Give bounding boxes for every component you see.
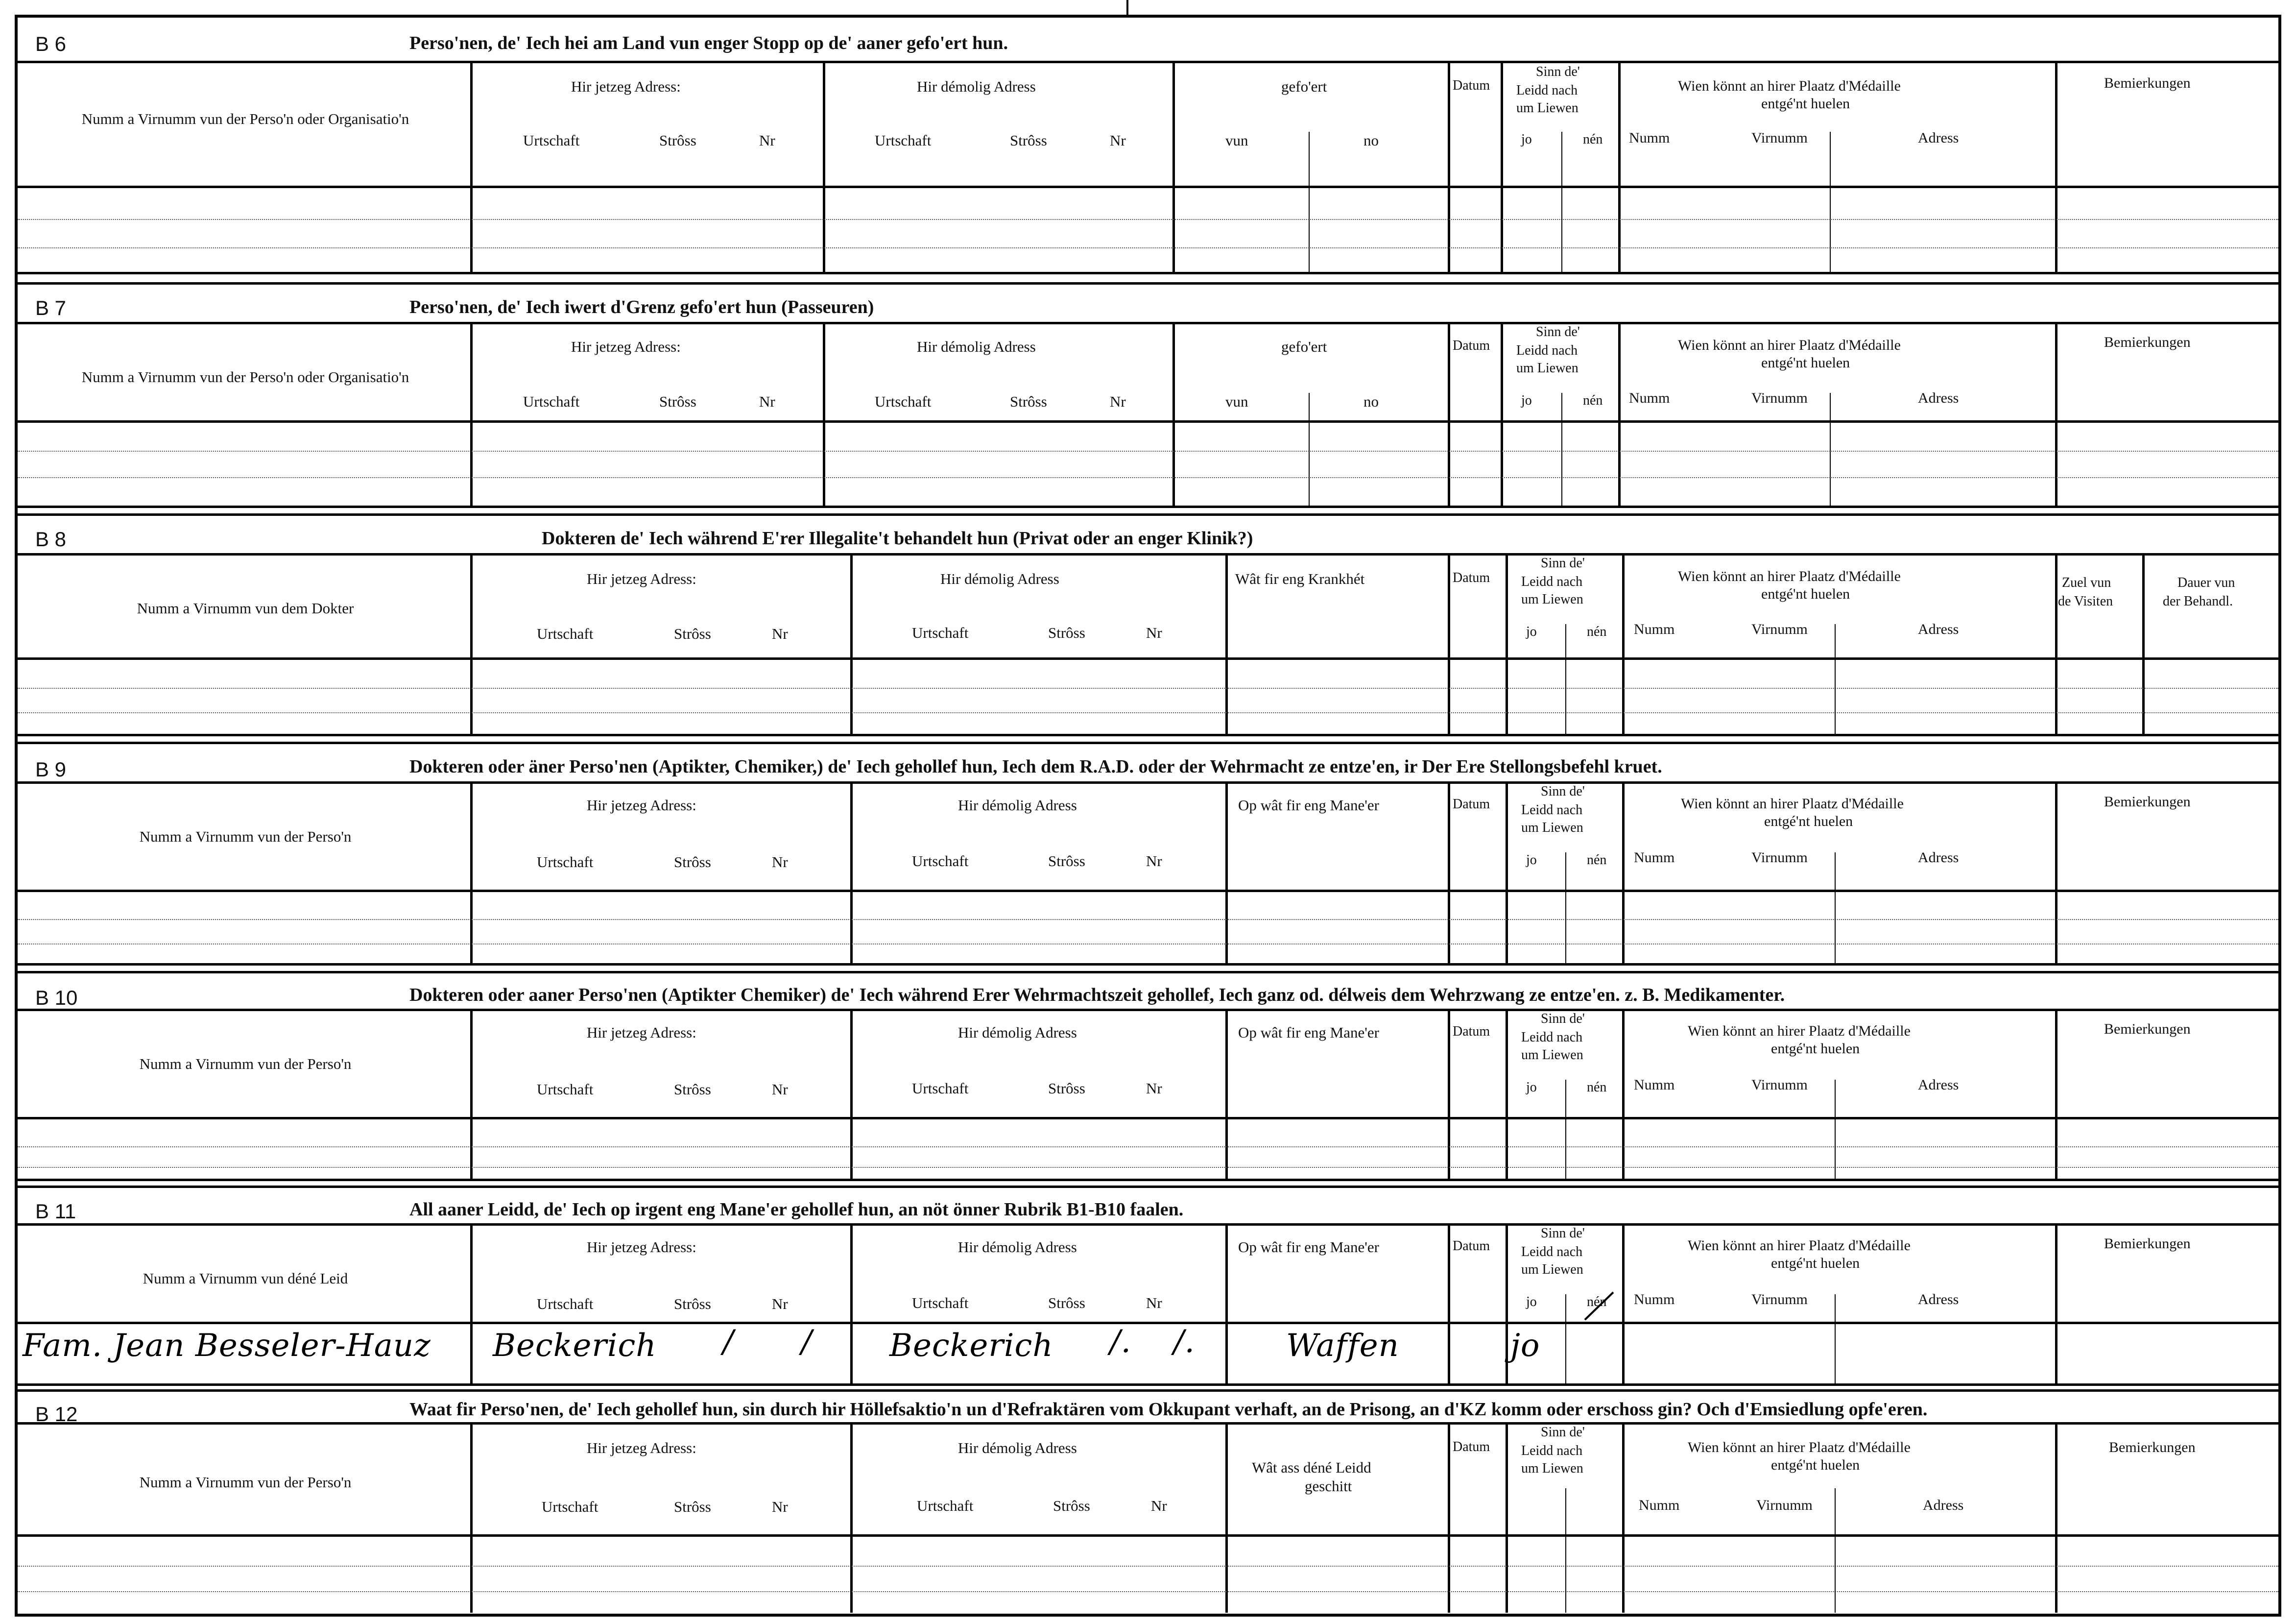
what-happened-header: geschitt — [1305, 1477, 1352, 1495]
section-code: B 9 — [35, 758, 67, 781]
name-column-header: Numm a Virnumm vun dem Dokter — [137, 600, 354, 617]
street-header: Strôss — [674, 1081, 711, 1098]
no-header: nén — [1583, 132, 1603, 147]
sinn-header: Leidd nach — [1521, 1030, 1583, 1045]
numm-header: Numm — [1629, 390, 1670, 406]
sinn-header: Sinn de' — [1541, 1425, 1585, 1440]
remarks-header: Bemierkungen — [2104, 334, 2191, 350]
date-header: Datum — [1453, 78, 1490, 93]
numm-header: Numm — [1634, 621, 1675, 637]
remarks-header: Bemierkungen — [2109, 1439, 2196, 1455]
header-row — [18, 1223, 2278, 1386]
street-header: Strôss — [1048, 1294, 1085, 1311]
to-header: no — [1363, 393, 1379, 410]
sinn-header: Sinn de' — [1541, 1226, 1585, 1241]
name-column-header: Numm a Virnumm vun der Perso'n oder Organisatio'n — [81, 368, 409, 386]
street-header: Strôss — [1048, 852, 1085, 870]
town-header: Urtschaft — [912, 852, 969, 870]
virnumm-header: Virnumm — [1751, 621, 1808, 637]
adress-header: Adress — [1918, 130, 1959, 146]
illness-header: Wât fir eng Krankhét — [1235, 570, 1365, 587]
current-address-header: Hir jetzeg Adress: — [571, 338, 681, 355]
yes-header: jo — [1526, 1294, 1537, 1309]
sinn-header: Sinn de' — [1536, 324, 1580, 339]
current-address-header: Hir jetzeg Adress: — [587, 1439, 696, 1456]
street-header: Strôss — [1010, 393, 1047, 410]
nr-header: Nr — [1146, 852, 1162, 870]
medal-header: Wien könnt an hirer Plaatz d'Médaille — [1688, 1439, 1911, 1455]
street-header: Strôss — [674, 1295, 711, 1312]
yes-header: jo — [1521, 393, 1532, 408]
former-address-header: Hir démolig Adress — [917, 78, 1036, 95]
medal-header: entgé'nt huelen — [1771, 1255, 1860, 1271]
virnumm-header: Virnumm — [1751, 849, 1808, 866]
entry-yes: jo — [1510, 1328, 1540, 1364]
numm-header: Numm — [1639, 1497, 1680, 1513]
nr-header: Nr — [1146, 1294, 1162, 1311]
header-row — [18, 1422, 2278, 1610]
nr-header: Nr — [772, 625, 788, 642]
town-header: Urtschaft — [912, 1080, 969, 1097]
sinn-header: um Liewen — [1516, 100, 1578, 116]
street-header: Strôss — [1048, 1080, 1085, 1097]
town-header: Urtschaft — [537, 625, 594, 642]
nr-header: Nr — [772, 1498, 788, 1515]
strike-mark-icon — [1583, 1289, 1617, 1324]
medal-header: Wien könnt an hirer Plaatz d'Médaille — [1678, 78, 1901, 94]
from-header: vun — [1225, 393, 1248, 410]
section-title: All aaner Leidd, de' Iech op irgent eng Mane'er gehollef hun, an nöt önner Rubrik B1-B10 faalen. — [409, 1199, 1184, 1220]
duration-header: der Behandl. — [2163, 594, 2233, 609]
section-title: Dokteren oder äner Perso'nen (Aptikter, Chemiker,) de' Iech gehollef hun, Iech dem R.A.D. oder der Wehrmacht ze entze'en, ir Der Ere Stellongsbefehl kruet. — [409, 756, 1662, 777]
duration-header: Dauer vun — [2177, 575, 2235, 590]
street-header: Strôss — [1010, 132, 1047, 149]
town-header: Urtschaft — [537, 1295, 594, 1312]
medal-header: entgé'nt huelen — [1771, 1457, 1860, 1473]
sinn-header: um Liewen — [1521, 1461, 1583, 1476]
sinn-header: um Liewen — [1516, 361, 1578, 376]
former-address-header: Hir démolig Adress — [958, 1024, 1077, 1041]
sinn-header: Sinn de' — [1541, 556, 1585, 571]
adress-header: Adress — [1918, 1077, 1959, 1093]
virnumm-header: Virnumm — [1756, 1497, 1813, 1513]
medal-header: Wien könnt an hirer Plaatz d'Médaille — [1678, 337, 1901, 353]
transported-header: gefo'ert — [1281, 78, 1327, 95]
no-header: nén — [1587, 624, 1607, 639]
sinn-header: Leidd nach — [1516, 343, 1578, 358]
numm-header: Numm — [1634, 849, 1675, 866]
remarks-header: Bemierkungen — [2104, 1021, 2191, 1037]
numm-header: Numm — [1629, 130, 1670, 146]
current-address-header: Hir jetzeg Adress: — [587, 1024, 696, 1041]
street-header: Strôss — [659, 393, 696, 410]
date-header: Datum — [1453, 338, 1490, 353]
sinn-header: um Liewen — [1521, 592, 1583, 607]
nr-header: Nr — [1110, 132, 1126, 149]
what-happened-header: Wât ass déné Leidd — [1252, 1459, 1371, 1476]
virnumm-header: Virnumm — [1751, 130, 1808, 146]
manner-header: Op wât fir eng Mane'er — [1238, 1024, 1379, 1041]
adress-header: Adress — [1923, 1497, 1964, 1513]
nr-header: Nr — [1146, 624, 1162, 641]
sinn-header: Leidd nach — [1521, 802, 1583, 818]
entry-current-nr: / — [801, 1324, 813, 1360]
yes-header: jo — [1526, 852, 1537, 868]
numm-header: Numm — [1634, 1077, 1675, 1093]
medal-header: entgé'nt huelen — [1764, 813, 1853, 829]
transported-header: gefo'ert — [1281, 338, 1327, 355]
name-column-header: Numm a Virnumm vun der Perso'n oder Organisatio'n — [81, 110, 409, 127]
medal-header: Wien könnt an hirer Plaatz d'Médaille — [1681, 796, 1904, 812]
town-header: Urtschaft — [875, 393, 932, 410]
visits-header: de Visiten — [2058, 594, 2113, 609]
no-header: nén — [1587, 1294, 1607, 1309]
entry-current-town: Beckerich — [493, 1328, 657, 1364]
section-title: Waat fir Perso'nen, de' Iech gehollef hun, sin durch hir Höllefsaktio'n un d'Refraktären vom Okkupant verhaft, an de Prisong, an d'KZ komm oder erschoss gin? Och d'Emsiedlung opfe'eren. — [409, 1399, 1928, 1420]
header-row — [18, 322, 2278, 508]
no-header: nén — [1583, 393, 1603, 408]
sinn-header: Sinn de' — [1541, 1011, 1585, 1026]
medal-header: entgé'nt huelen — [1761, 586, 1850, 602]
town-header: Urtschaft — [542, 1498, 598, 1515]
binding-mark — [1126, 0, 1128, 17]
former-address-header: Hir démolig Adress — [917, 338, 1036, 355]
entry-former-street: /. — [1110, 1324, 1131, 1360]
town-header: Urtschaft — [523, 393, 580, 410]
date-header: Datum — [1453, 570, 1490, 585]
yes-header: jo — [1521, 132, 1532, 147]
medal-header: Wien könnt an hirer Plaatz d'Médaille — [1688, 1023, 1911, 1039]
street-header: Strôss — [674, 625, 711, 642]
sinn-header: Leidd nach — [1516, 83, 1578, 98]
section-b12 — [18, 1389, 2278, 1614]
former-address-header: Hir démolig Adress — [958, 1439, 1077, 1456]
current-address-header: Hir jetzeg Adress: — [587, 1238, 696, 1256]
name-column-header: Numm a Virnumm vun déné Leid — [143, 1270, 348, 1287]
remarks-header: Bemierkungen — [2104, 75, 2191, 91]
medal-header: entgé'nt huelen — [1771, 1041, 1860, 1057]
town-header: Urtschaft — [912, 624, 969, 641]
header-row — [18, 61, 2278, 274]
manner-header: Op wât fir eng Mane'er — [1238, 797, 1379, 814]
sinn-header: Leidd nach — [1521, 574, 1583, 589]
manner-header: Op wât fir eng Mane'er — [1238, 1238, 1379, 1256]
entry-name: Fam. Jean Besseler-Hauz — [23, 1328, 431, 1364]
adress-header: Adress — [1918, 621, 1959, 637]
from-header: vun — [1225, 132, 1248, 149]
section-code: B 11 — [35, 1200, 76, 1223]
date-header: Datum — [1453, 1024, 1490, 1039]
adress-header: Adress — [1918, 390, 1959, 406]
street-header: Strôss — [674, 853, 711, 871]
entry-manner: Waffen — [1286, 1328, 1399, 1364]
entry-current-street: / — [723, 1324, 734, 1360]
yes-header: jo — [1526, 624, 1537, 639]
sinn-header: um Liewen — [1521, 820, 1583, 835]
visits-header: Zuel vun — [2062, 575, 2111, 590]
virnumm-header: Virnumm — [1751, 1291, 1808, 1307]
no-header: nén — [1587, 1080, 1607, 1095]
nr-header: Nr — [772, 853, 788, 871]
section-b9 — [18, 742, 2278, 969]
header-row — [18, 781, 2278, 966]
sinn-header: Leidd nach — [1521, 1244, 1583, 1259]
date-header: Datum — [1453, 1238, 1490, 1254]
sinn-header: um Liewen — [1521, 1262, 1583, 1277]
former-address-header: Hir démolig Adress — [958, 1238, 1077, 1256]
section-b6 — [18, 18, 2278, 280]
sinn-header: Sinn de' — [1536, 64, 1580, 79]
questionnaire-form — [15, 15, 2281, 1617]
entry-former-town: Beckerich — [889, 1328, 1053, 1364]
street-header: Strôss — [1048, 624, 1085, 641]
former-address-header: Hir démolig Adress — [940, 570, 1059, 587]
sinn-header: um Liewen — [1521, 1047, 1583, 1063]
to-header: no — [1363, 132, 1379, 149]
current-address-header: Hir jetzeg Adress: — [587, 797, 696, 814]
name-column-header: Numm a Virnumm vun der Perso'n — [139, 1474, 352, 1491]
section-code: B 6 — [35, 32, 67, 55]
no-header: nén — [1587, 852, 1607, 868]
date-header: Datum — [1453, 1439, 1490, 1454]
section-code: B 12 — [35, 1403, 78, 1426]
nr-header: Nr — [759, 132, 775, 149]
name-column-header: Numm a Virnumm vun der Perso'n — [139, 828, 352, 845]
section-b11 — [18, 1186, 2278, 1387]
former-address-header: Hir démolig Adress — [958, 797, 1077, 814]
date-header: Datum — [1453, 797, 1490, 812]
sinn-header: Leidd nach — [1521, 1443, 1583, 1458]
street-header: Strôss — [674, 1498, 711, 1515]
current-address-header: Hir jetzeg Adress: — [571, 78, 681, 95]
remarks-header: Bemierkungen — [2104, 794, 2191, 810]
sinn-header: Sinn de' — [1541, 784, 1585, 799]
remarks-header: Bemierkungen — [2104, 1235, 2191, 1252]
street-header: Strôss — [1053, 1497, 1090, 1514]
section-b10 — [18, 971, 2278, 1184]
name-column-header: Numm a Virnumm vun der Perso'n — [139, 1055, 352, 1072]
section-b8 — [18, 513, 2278, 740]
town-header: Urtschaft — [523, 132, 580, 149]
medal-header: Wien könnt an hirer Plaatz d'Médaille — [1688, 1237, 1911, 1254]
adress-header: Adress — [1918, 1291, 1959, 1307]
nr-header: Nr — [1151, 1497, 1167, 1514]
town-header: Urtschaft — [917, 1497, 974, 1514]
nr-header: Nr — [772, 1295, 788, 1312]
nr-header: Nr — [772, 1081, 788, 1098]
current-address-header: Hir jetzeg Adress: — [587, 570, 696, 587]
nr-header: Nr — [1110, 393, 1126, 410]
section-code: B 7 — [35, 296, 67, 319]
medal-header: Wien könnt an hirer Plaatz d'Médaille — [1678, 568, 1901, 584]
town-header: Urtschaft — [537, 853, 594, 871]
section-title: Perso'nen, de' Iech hei am Land vun enger Stopp op de' aaner gefo'ert hun. — [409, 33, 1008, 53]
entry-former-nr: /. — [1173, 1324, 1195, 1360]
virnumm-header: Virnumm — [1751, 390, 1808, 406]
section-code: B 8 — [35, 528, 67, 551]
town-header: Urtschaft — [537, 1081, 594, 1098]
header-row — [18, 1009, 2278, 1181]
nr-header: Nr — [1146, 1080, 1162, 1097]
town-header: Urtschaft — [875, 132, 932, 149]
medal-header: entgé'nt huelen — [1761, 96, 1850, 112]
adress-header: Adress — [1918, 849, 1959, 866]
street-header: Strôss — [659, 132, 696, 149]
section-title: Dokteren de' Iech während E'rer Illegalite't behandelt hun (Privat oder an enger Klinik?) — [542, 528, 1253, 549]
section-code: B 10 — [35, 986, 78, 1009]
medal-header: entgé'nt huelen — [1761, 355, 1850, 371]
header-row — [18, 553, 2278, 736]
section-title: Dokteren oder aaner Perso'nen (Aptikter Chemiker) de' Iech während Erer Wehrmachtszeit gehollef, Iech ganz od. délweis dem Wehrzwang ze entze'en. z. B. Medikamenter. — [409, 985, 1785, 1005]
nr-header: Nr — [759, 393, 775, 410]
section-b7 — [18, 282, 2278, 511]
town-header: Urtschaft — [912, 1294, 969, 1311]
yes-header: jo — [1526, 1080, 1537, 1095]
section-title: Perso'nen, de' Iech iwert d'Grenz gefo'ert hun (Passeuren) — [409, 297, 874, 317]
virnumm-header: Virnumm — [1751, 1077, 1808, 1093]
numm-header: Numm — [1634, 1291, 1675, 1307]
